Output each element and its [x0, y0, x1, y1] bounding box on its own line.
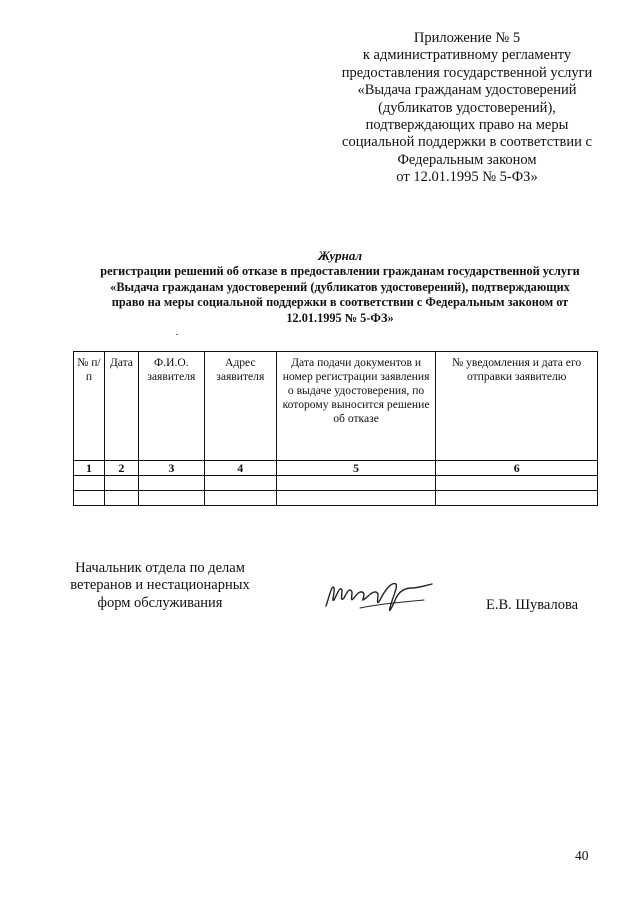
appendix-line: предоставления государственной услуги	[341, 64, 593, 81]
column-header: Адрес заявителя	[204, 352, 276, 461]
table-cell	[204, 491, 276, 506]
journal-title-line: «Выдача гражданам удостоверений (дубликатов удостоверений), подтверждающих	[110, 279, 570, 294]
journal-title-line: право на меры социальной поддержки в соответствии с Федеральным законом от	[111, 295, 569, 310]
page-number: 40	[575, 848, 589, 863]
column-number: 2	[104, 461, 138, 476]
appendix-line: от 12.01.1995 № 5-ФЗ»	[396, 169, 538, 186]
table-cell	[74, 476, 105, 491]
position-line: ветеранов и нестационарных	[70, 577, 250, 594]
table-cell	[276, 491, 436, 506]
appendix-line: (дубликатов удостоверений),	[378, 99, 556, 116]
journal-title-line: 12.01.1995 № 5-ФЗ»	[286, 311, 394, 326]
column-header: Ф.И.О. заявителя	[138, 352, 204, 461]
journal-title	[60, 248, 620, 327]
table-cell	[436, 476, 598, 491]
table-cell	[436, 491, 598, 506]
column-number: 6	[436, 461, 598, 476]
journal-title-line: регистрации решений об отказе в предоставлении гражданам государственной услуги	[100, 263, 580, 278]
column-number: 3	[138, 461, 204, 476]
appendix-line: «Выдача гражданам удостоверений	[357, 82, 577, 99]
column-number: 1	[74, 461, 105, 476]
scan-speck	[176, 334, 178, 335]
table-cell	[204, 476, 276, 491]
column-header: № п/п	[74, 352, 105, 461]
appendix-line: к административному регламенту	[362, 47, 572, 64]
position-line: форм обслуживания	[97, 594, 223, 611]
column-header: № уведомления и дата его отправки заявителю	[436, 352, 598, 461]
table-cell	[104, 491, 138, 506]
position-line: Начальник отдела по делам	[75, 560, 245, 576]
column-header: Дата подачи документов и номер регистрации заявления о выдаче удостоверения, по которому выносится решение об отказе	[276, 352, 436, 461]
column-number: 4	[204, 461, 276, 476]
appendix-line: Федеральным законом	[397, 151, 537, 168]
table-row	[74, 476, 598, 491]
table-row	[74, 491, 598, 506]
signatory-name: Е.В. Шувалова	[486, 597, 579, 613]
handwritten-signature	[320, 578, 440, 616]
appendix-line: социальной поддержки в соответствии с	[342, 134, 592, 151]
table-cell	[138, 491, 204, 506]
table-header-row	[74, 352, 598, 461]
registration-table	[73, 351, 598, 506]
table-cell	[138, 476, 204, 491]
column-number: 5	[276, 461, 436, 476]
table-cell	[104, 476, 138, 491]
signatory-position	[56, 560, 264, 612]
column-number-row	[74, 461, 598, 476]
journal-heading: Журнал	[317, 248, 363, 263]
column-header: Дата	[104, 352, 138, 461]
appendix-line: подтверждающих право на меры	[365, 117, 569, 134]
appendix-line: Приложение № 5	[413, 30, 521, 46]
table-cell	[276, 476, 436, 491]
appendix-header	[322, 30, 612, 187]
table-cell	[74, 491, 105, 506]
